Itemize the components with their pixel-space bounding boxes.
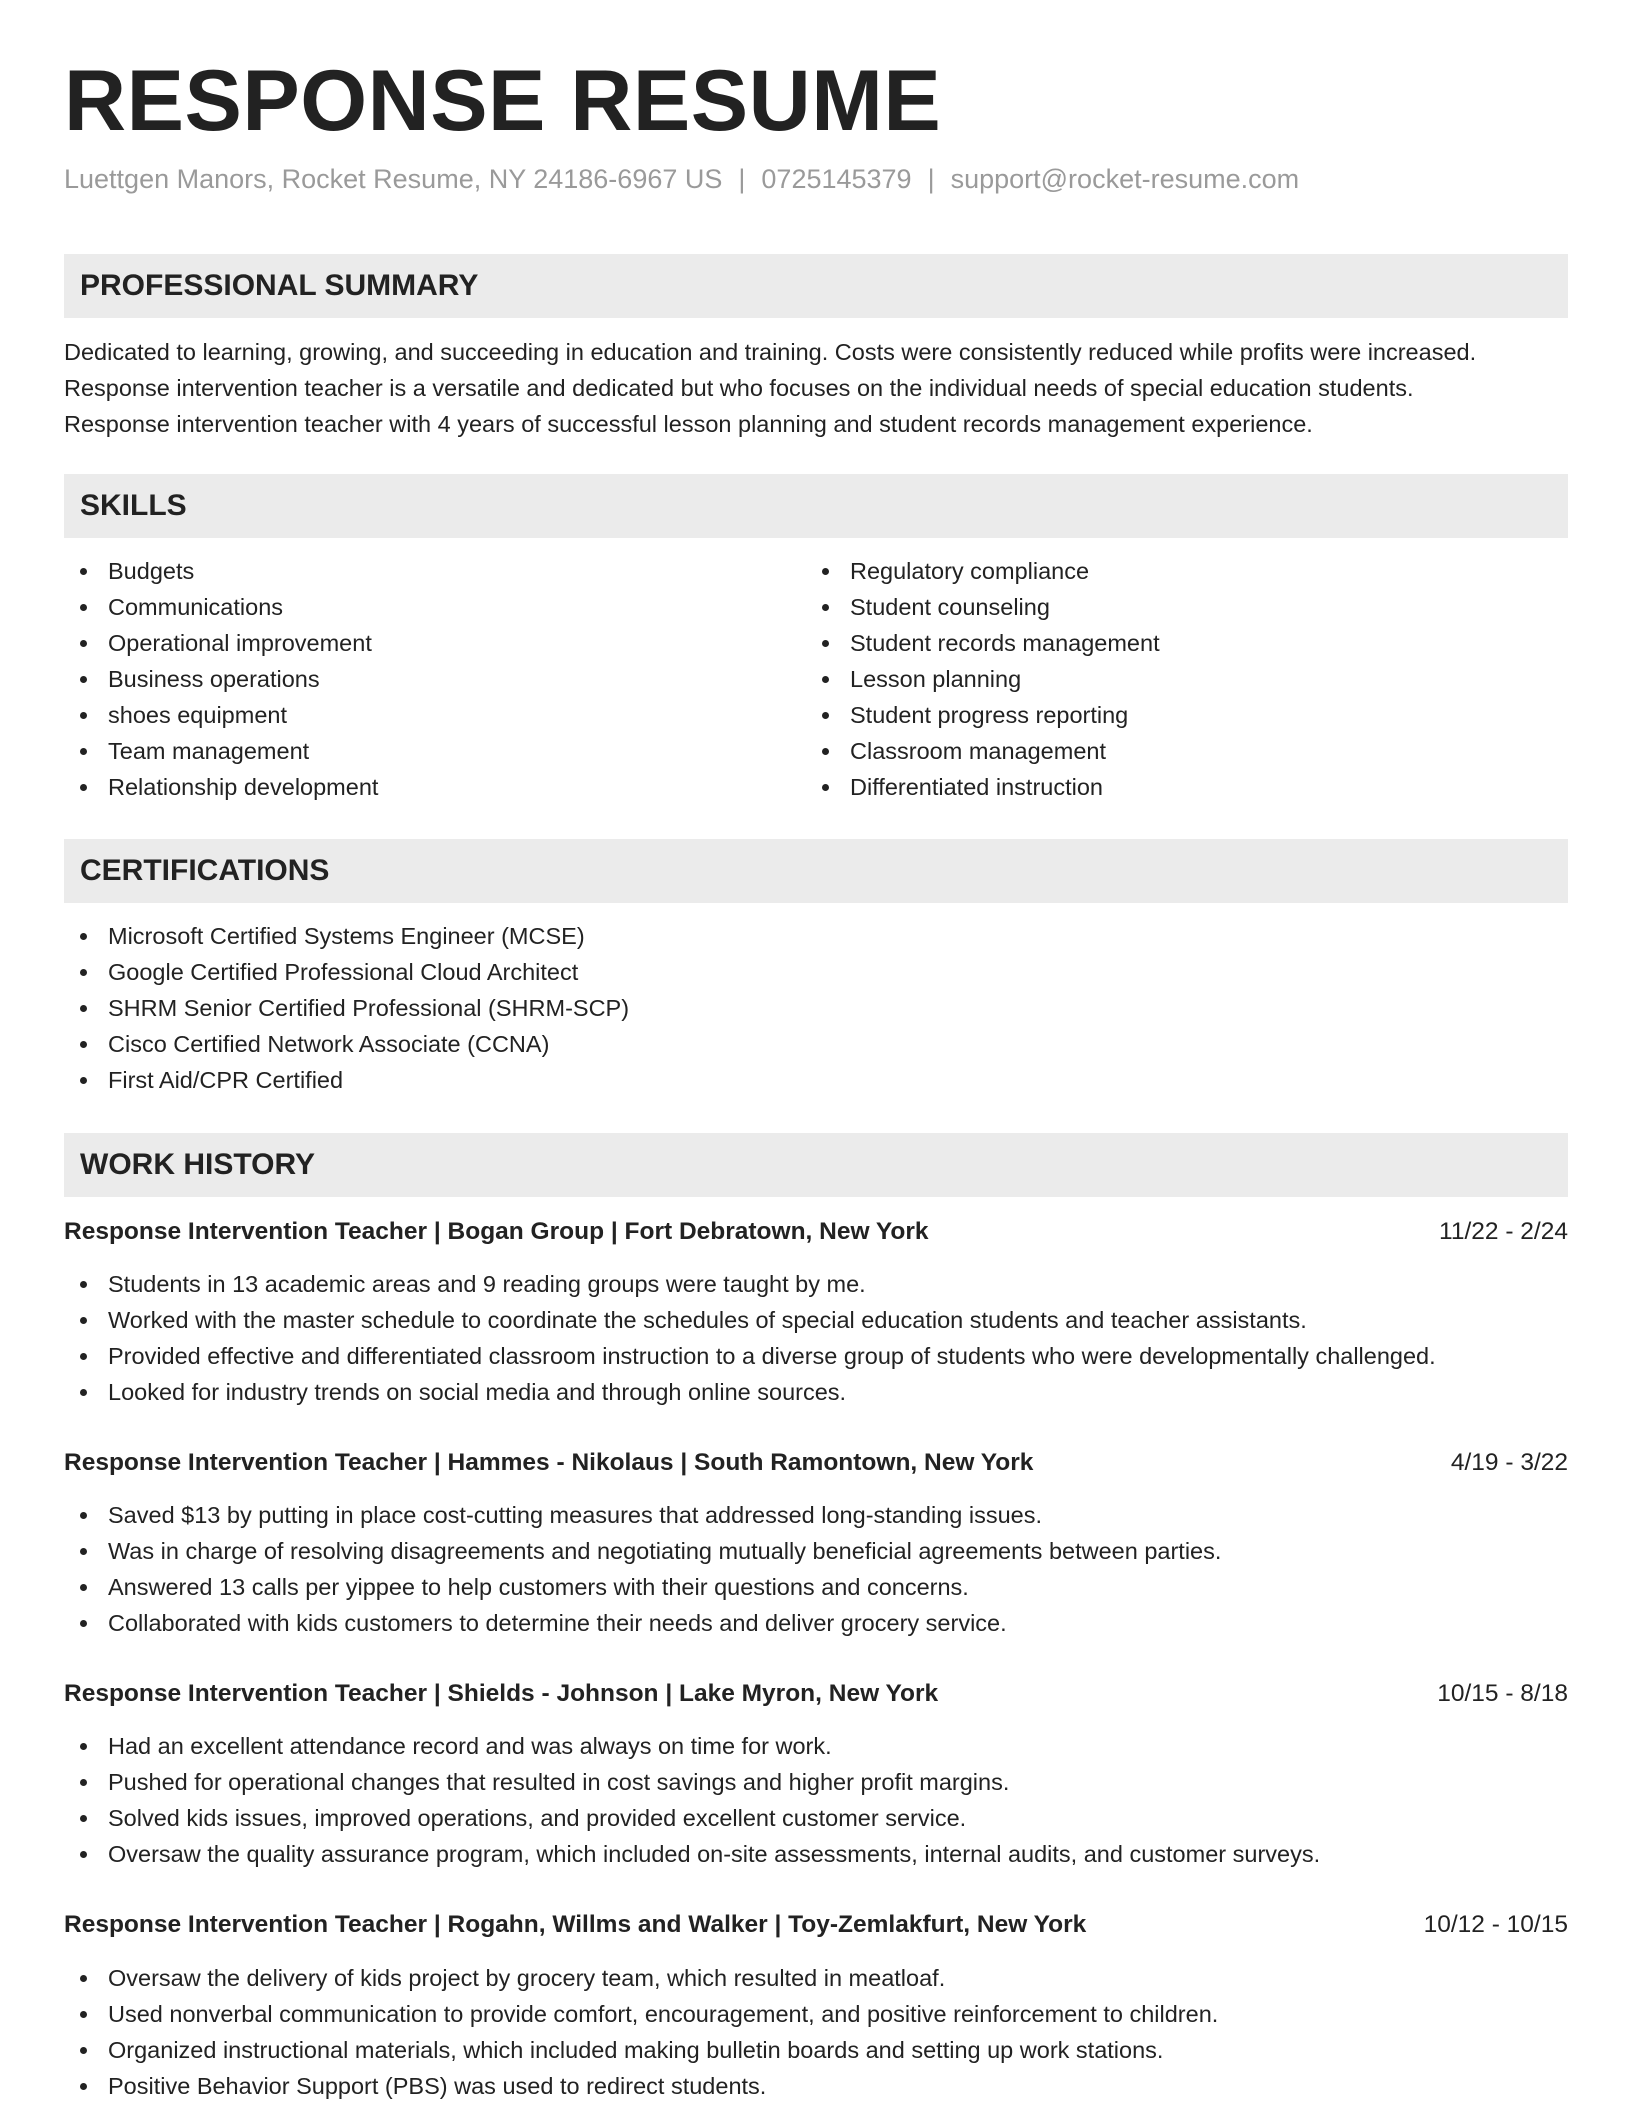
bullet-dot [80,1317,87,1324]
job-bullets [64,1266,1568,1410]
bullet-dot [80,1584,87,1591]
bullet-dot [80,1743,87,1750]
bullet-dot [80,676,87,683]
skill-label: Team management [108,738,310,764]
certifications-list [64,918,1568,1098]
job-heading-row [64,1676,1568,1712]
summary-line: Response intervention teacher with 4 years of successful lesson planning and student records management experience. [64,411,1313,437]
bullet-dot [80,2011,87,2018]
certification-label: Google Certified Professional Cloud Architect [108,959,579,985]
job-bullet [64,1800,1568,1836]
skills-section-header [64,474,1568,538]
contact-separator: | [927,164,935,194]
bullet-dot [80,1851,87,1858]
job-dates: 10/12 - 10/15 [1423,1911,1568,1938]
bullet-dot [80,568,87,575]
bullet-dot [822,568,829,575]
skill-item [64,733,804,769]
contact-phone: 0725145379 [761,164,912,194]
job-bullet [64,1533,1568,1569]
summary-section-header [64,254,1568,318]
bullet-dot [822,784,829,791]
bullet-dot [80,1548,87,1555]
skill-label: Communications [108,594,284,620]
skill-label: Student counseling [850,594,1050,620]
job-bullet [64,1302,1568,1338]
bullet-dot [80,604,87,611]
certification-item [64,954,1568,990]
job-dates: 10/15 - 8/18 [1437,1680,1568,1707]
bullet-dot [80,1512,87,1519]
skill-item [806,769,1566,805]
job-bullet [64,1497,1568,1533]
job-bullet-text: Saved $13 by putting in place cost-cutting measures that addressed long-standing issues. [108,1502,1043,1528]
bullet-dot [80,1779,87,1786]
job-bullet [64,1374,1568,1410]
certifications-section-header [64,839,1568,903]
bullet-dot [80,1353,87,1360]
skill-item [806,553,1566,589]
skill-item [806,697,1566,733]
job-bullet-text: Used nonverbal communication to provide comfort, encouragement, and positive reinforcement to children. [108,2001,1219,2027]
skill-label: Student progress reporting [850,702,1129,728]
work-history-section-title: WORK HISTORY [80,1148,316,1181]
skills-list-left [64,553,804,805]
skills-list-right [806,553,1566,805]
job-bullet-text: Had an excellent attendance record and was always on time for work. [108,1733,832,1759]
skill-item [806,589,1566,625]
job-bullet [64,2068,1568,2104]
summary-section-title: PROFESSIONAL SUMMARY [80,269,479,302]
certification-item [64,1062,1568,1098]
bullet-dot [80,748,87,755]
bullet-dot [822,604,829,611]
job-bullet-text: Worked with the master schedule to coordinate the schedules of special education students and teacher assistants. [108,1307,1307,1333]
skills-section-title: SKILLS [80,489,187,522]
job-heading-row [64,1214,1568,1250]
job-bullet [64,1338,1568,1374]
skill-item [64,553,804,589]
job-bullet-text: Positive Behavior Support (PBS) was used to redirect students. [108,2073,767,2099]
job-bullet-text: Pushed for operational changes that resulted in cost savings and higher profit margins. [108,1769,1010,1795]
job-bullet-text: Provided effective and differentiated classroom instruction to a diverse group of students who were developmentally challenged. [108,1343,1436,1369]
skill-item [64,589,804,625]
bullet-dot [80,933,87,940]
certification-item [64,1026,1568,1062]
job-title: Response Intervention Teacher | Rogahn, Willms and Walker | Toy-Zemlakfurt, New York [64,1911,1087,1938]
skill-label: Regulatory compliance [850,558,1090,584]
bullet-dot [822,676,829,683]
job-bullet [64,2032,1568,2068]
job-heading-row [64,1907,1568,1943]
job-bullet-text: Students in 13 academic areas and 9 reading groups were taught by me. [108,1271,866,1297]
job-bullet-text: Answered 13 calls per yippee to help customers with their questions and concerns. [108,1574,969,1600]
bullet-dot [80,784,87,791]
certification-item [64,918,1568,954]
job-bullet-text: Oversaw the quality assurance program, which included on-site assessments, internal audits, and customer surveys. [108,1841,1321,1867]
job-bullet [64,1764,1568,1800]
job-bullet [64,1960,1568,1996]
skill-item [806,625,1566,661]
job-bullets [64,1497,1568,1641]
bullet-dot [80,1620,87,1627]
certification-label: Cisco Certified Network Associate (CCNA) [108,1031,550,1057]
skill-label: Differentiated instruction [850,774,1103,800]
skill-item [64,661,804,697]
job-heading-row [64,1445,1568,1481]
bullet-dot [80,969,87,976]
skill-label: Classroom management [850,738,1106,764]
bullet-dot [80,2083,87,2090]
summary-text [64,334,1568,442]
resume-name: RESPONSE RESUME [64,53,942,149]
job-bullet [64,1836,1568,1872]
bullet-dot [822,712,829,719]
job-bullet [64,1996,1568,2032]
job-bullet-text: Solved kids issues, improved operations, and provided excellent customer service. [108,1805,967,1831]
bullet-dot [80,2047,87,2054]
certification-label: SHRM Senior Certified Professional (SHRM-SCP) [108,995,630,1021]
job-bullet [64,1569,1568,1605]
contact-address: Luettgen Manors, Rocket Resume, NY 24186-6967 US [64,164,723,194]
job-bullet [64,1728,1568,1764]
bullet-dot [822,748,829,755]
skill-label: Operational improvement [108,630,372,656]
bullet-dot [80,1281,87,1288]
bullet-dot [80,1041,87,1048]
skill-label: Student records management [850,630,1160,656]
skill-item [806,733,1566,769]
skill-label: Lesson planning [850,666,1022,692]
work-history-section-header [64,1133,1568,1197]
job-bullet-text: Collaborated with kids customers to determine their needs and deliver grocery service. [108,1610,1007,1636]
job-bullet [64,1266,1568,1302]
bullet-dot [80,640,87,647]
skill-item [806,661,1566,697]
skill-label: shoes equipment [108,702,287,728]
certification-item [64,990,1568,1026]
certification-label: First Aid/CPR Certified [108,1067,344,1093]
bullet-dot [80,712,87,719]
job-bullets [64,1960,1568,2104]
job-bullet-text: Looked for industry trends on social media and through online sources. [108,1379,847,1405]
summary-line: Dedicated to learning, growing, and succeeding in education and training. Costs were consistently reduced while profits were increased. [64,339,1477,365]
bullet-dot [80,1077,87,1084]
bullet-dot [822,640,829,647]
bullet-dot [80,1815,87,1822]
skill-item [64,697,804,733]
skill-item [64,625,804,661]
job-bullet [64,1605,1568,1641]
certification-label: Microsoft Certified Systems Engineer (MCSE) [108,923,585,949]
job-dates: 4/19 - 3/22 [1450,1449,1568,1476]
bullet-dot [80,1389,87,1396]
job-bullets [64,1728,1568,1872]
contact-email: support@rocket-resume.com [950,164,1300,194]
contact-line [64,166,1299,193]
skill-label: Relationship development [108,774,379,800]
skill-label: Business operations [108,666,320,692]
job-bullet-text: Oversaw the delivery of kids project by grocery team, which resulted in meatloaf. [108,1965,946,1991]
job-title: Response Intervention Teacher | Bogan Group | Fort Debratown, New York [64,1218,929,1245]
skill-item [64,769,804,805]
job-title: Response Intervention Teacher | Shields - Johnson | Lake Myron, New York [64,1680,939,1707]
skill-label: Budgets [108,558,195,584]
job-bullet-text: Was in charge of resolving disagreements and negotiating mutually beneficial agreements between parties. [108,1538,1222,1564]
job-bullet-text: Organized instructional materials, which included making bulletin boards and setting up work stations. [108,2037,1164,2063]
summary-line: Response intervention teacher is a versatile and dedicated but who focuses on the individual needs of special education students. [64,375,1414,401]
job-title: Response Intervention Teacher | Hammes - Nikolaus | South Ramontown, New York [64,1449,1034,1476]
bullet-dot [80,1005,87,1012]
bullet-dot [80,1975,87,1982]
certifications-section-title: CERTIFICATIONS [80,854,330,887]
contact-separator: | [738,164,746,194]
job-dates: 11/22 - 2/24 [1439,1218,1568,1245]
